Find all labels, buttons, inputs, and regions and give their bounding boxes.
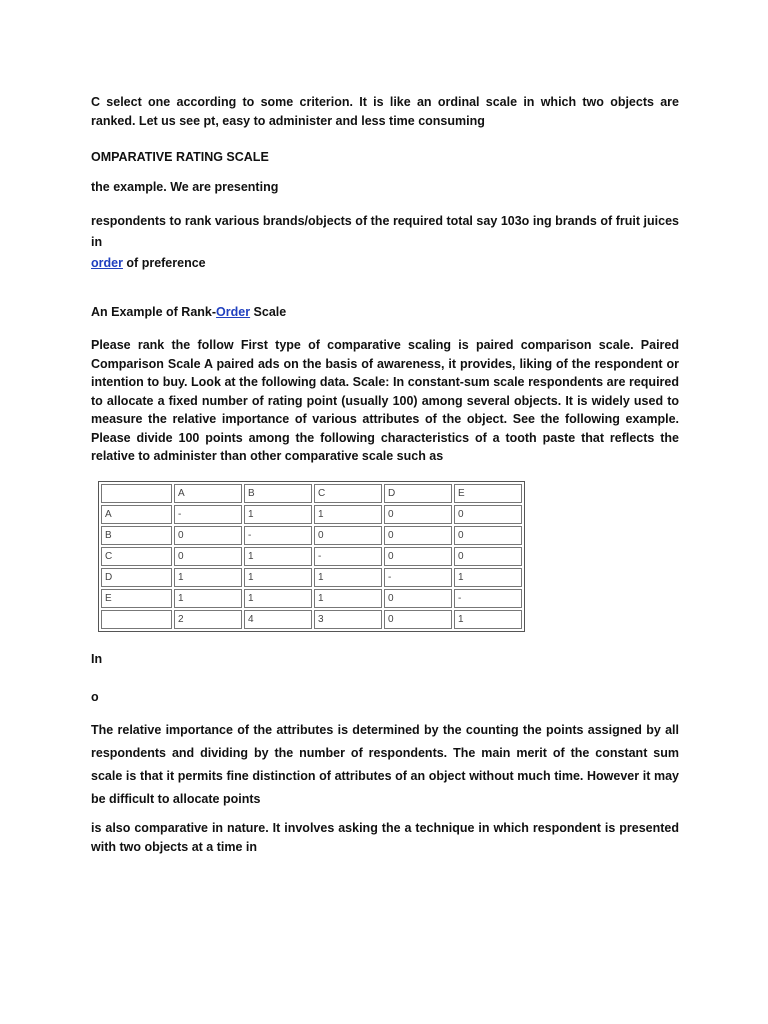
table-row [101, 610, 522, 629]
relative-importance-paragraph: The relative importance of the attributes is determined by the counting the points assigned by all respondents and dividing by the number of respondents. The main merit of the constant sum scale is that it permits fine distinction of attributes of an object without much time. However it may be difficult to allocate points [91, 723, 679, 806]
table-cell: E [454, 484, 522, 503]
table-cell: B [101, 526, 172, 545]
table-cell: - [454, 589, 522, 608]
table-cell: 1 [244, 568, 312, 587]
table-cell: 1 [314, 568, 382, 587]
table-row [101, 568, 522, 587]
order-link[interactable]: order [91, 256, 123, 270]
table-cell: - [314, 547, 382, 566]
table-cell: 1 [174, 589, 242, 608]
table-cell: 1 [454, 568, 522, 587]
respondents-suffix: of preference [122, 256, 206, 270]
table-row [101, 526, 522, 545]
table-cell: 4 [244, 610, 312, 629]
table-cell: 0 [174, 526, 242, 545]
table-cell: 1 [314, 589, 382, 608]
main-paragraph-start: Please rank the follow [91, 338, 241, 352]
comparative-rating-heading: OMPARATIVE RATING SCALE [91, 150, 269, 164]
table-cell: 2 [174, 610, 242, 629]
table-cell: 1 [174, 568, 242, 587]
table-cell: 3 [314, 610, 382, 629]
rank-heading-suffix: Scale [250, 305, 287, 319]
main-paragraph-end: In constant-sum scale respondents are required to allocate a fixed number of rating point (usually 100) among several objects. It is widely used to measure the relative importance of various attributes of the object. See the following example. Please divide 100 points among the following characteristics of a tooth paste that reflects the relative to administer than other comparative scale such as [91, 375, 679, 463]
table-cell: D [384, 484, 452, 503]
table-cell: E [101, 589, 172, 608]
intro-paragraph: C select one according to some criterion. It is like an ordinal scale in which two objects are ranked. Let us see pt, easy to administer and less time consuming [91, 95, 679, 128]
table-row [101, 505, 522, 524]
table-cell: 0 [454, 505, 522, 524]
label-in: In [91, 652, 103, 666]
table-cell: 1 [244, 547, 312, 566]
table-cell: 0 [174, 547, 242, 566]
table-cell [101, 610, 172, 629]
order-heading-link[interactable]: Order [216, 305, 251, 319]
table-cell: 0 [384, 547, 452, 566]
respondents-line-1: respondents to rank various brands/objects of the required total say 103o ing brands of fruit juices in [91, 214, 679, 249]
table-cell: 0 [454, 547, 522, 566]
table-cell: 0 [314, 526, 382, 545]
table-cell: D [101, 568, 172, 587]
table-cell: 0 [454, 526, 522, 545]
table-cell: 1 [244, 589, 312, 608]
closing-paragraph: is also comparative in nature. It involves asking the a technique in which respondent is presented with two objects at a time in [91, 821, 679, 854]
table-header-row [101, 484, 522, 503]
table-cell: 0 [384, 526, 452, 545]
table-cell [101, 484, 172, 503]
table-cell: 0 [384, 589, 452, 608]
table-row [101, 547, 522, 566]
respondents-line-2 [91, 253, 679, 274]
table-cell: 0 [384, 610, 452, 629]
table-cell: - [174, 505, 242, 524]
table-cell: 1 [314, 505, 382, 524]
table-cell: 1 [244, 505, 312, 524]
table-cell: A [174, 484, 242, 503]
table-cell: C [101, 547, 172, 566]
table-cell: 1 [454, 610, 522, 629]
table-row [101, 589, 522, 608]
main-paragraph [91, 336, 679, 466]
respondents-paragraph [91, 211, 679, 274]
table-cell: - [384, 568, 452, 587]
table-cell: A [101, 505, 172, 524]
label-o: o [91, 690, 99, 704]
main-paragraph-emphasis: First type of comparative scaling is paired comparison scale. Paired Comparison Scale A paired ads on the basis of awareness, it provides, liking of the respondent or intention to buy. Look at the following data. Scale: [91, 338, 680, 389]
table-cell: 0 [384, 505, 452, 524]
example-line: the example. We are presenting [91, 180, 279, 194]
paired-comparison-table [98, 481, 525, 632]
rank-order-heading [91, 303, 679, 322]
table-cell: B [244, 484, 312, 503]
table-cell: - [244, 526, 312, 545]
table-cell: C [314, 484, 382, 503]
rank-heading-prefix: An Example of Rank- [91, 305, 217, 319]
